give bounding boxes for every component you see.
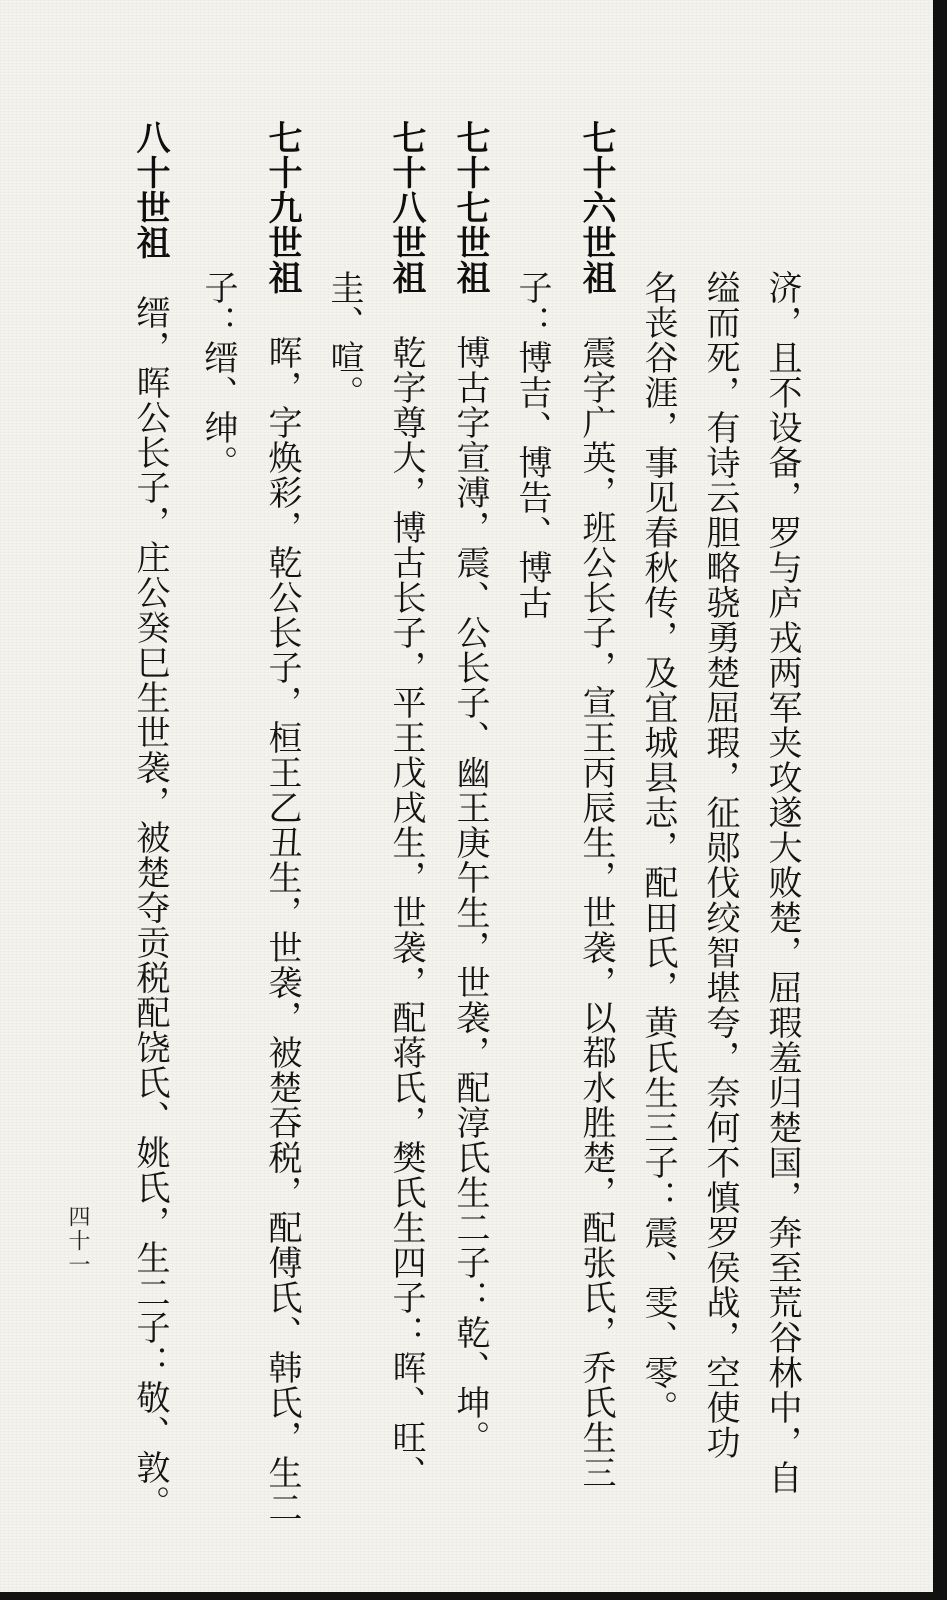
text-column-10: 子：缙、绅。 [198,270,238,480]
text-column-4: 震字广英，班公长子，宣王丙辰生，世袭，以鄀水胜楚，配张氏，乔氏生三 [576,335,616,1490]
scan-edge-right [933,0,947,1600]
text-column-6: 博古字宣溥，震、公长子、幽王庚午生，世袭，配淳氏生二子：乾、坤。 [450,335,490,1455]
scan-edge-bottom [0,1592,947,1600]
text-column-7: 乾字尊大，博古长子，平王戊戌生，世袭，配蒋氏，樊氏生四子：晖、旺、 [386,335,426,1490]
generation-header-78: 七十八世祖 [386,120,426,295]
generation-header-80: 八十世祖 [130,120,170,260]
text-column-2: 缢而死，有诗云胆略骁勇楚屈瑕，征郧伐绞智堪夸，奈何不慎罗侯战，空使功 [700,270,740,1460]
generation-header-76: 七十六世祖 [576,120,616,295]
text-column-1: 济，且不设备，罗与庐戎两军夹攻遂大败楚，屈瑕羞归楚国，奔至荒谷林中，自 [762,270,802,1495]
generation-header-79: 七十九世祖 [262,120,302,295]
text-column-9: 晖，字焕彩，乾公长子，桓王乙丑生，世袭，被楚吞税，配傅氏、韩氏，生二 [262,335,302,1525]
text-column-3: 名丧谷涯，事见春秋传，及宜城县志，配田氏，黄氏生三子：震、雯、零。 [638,270,678,1425]
page-number: 四十一 [65,1205,90,1277]
generation-header-77: 七十七世祖 [450,120,490,295]
text-column-11: 缙，晖公长子，庄公癸巳生世袭，被楚夺贡税配饶氏、姚氏，生二子：敬、敦。 [130,295,170,1520]
text-column-5: 子：博吉、博告、博古 [512,270,552,620]
text-column-8: 圭、喧。 [324,270,364,410]
